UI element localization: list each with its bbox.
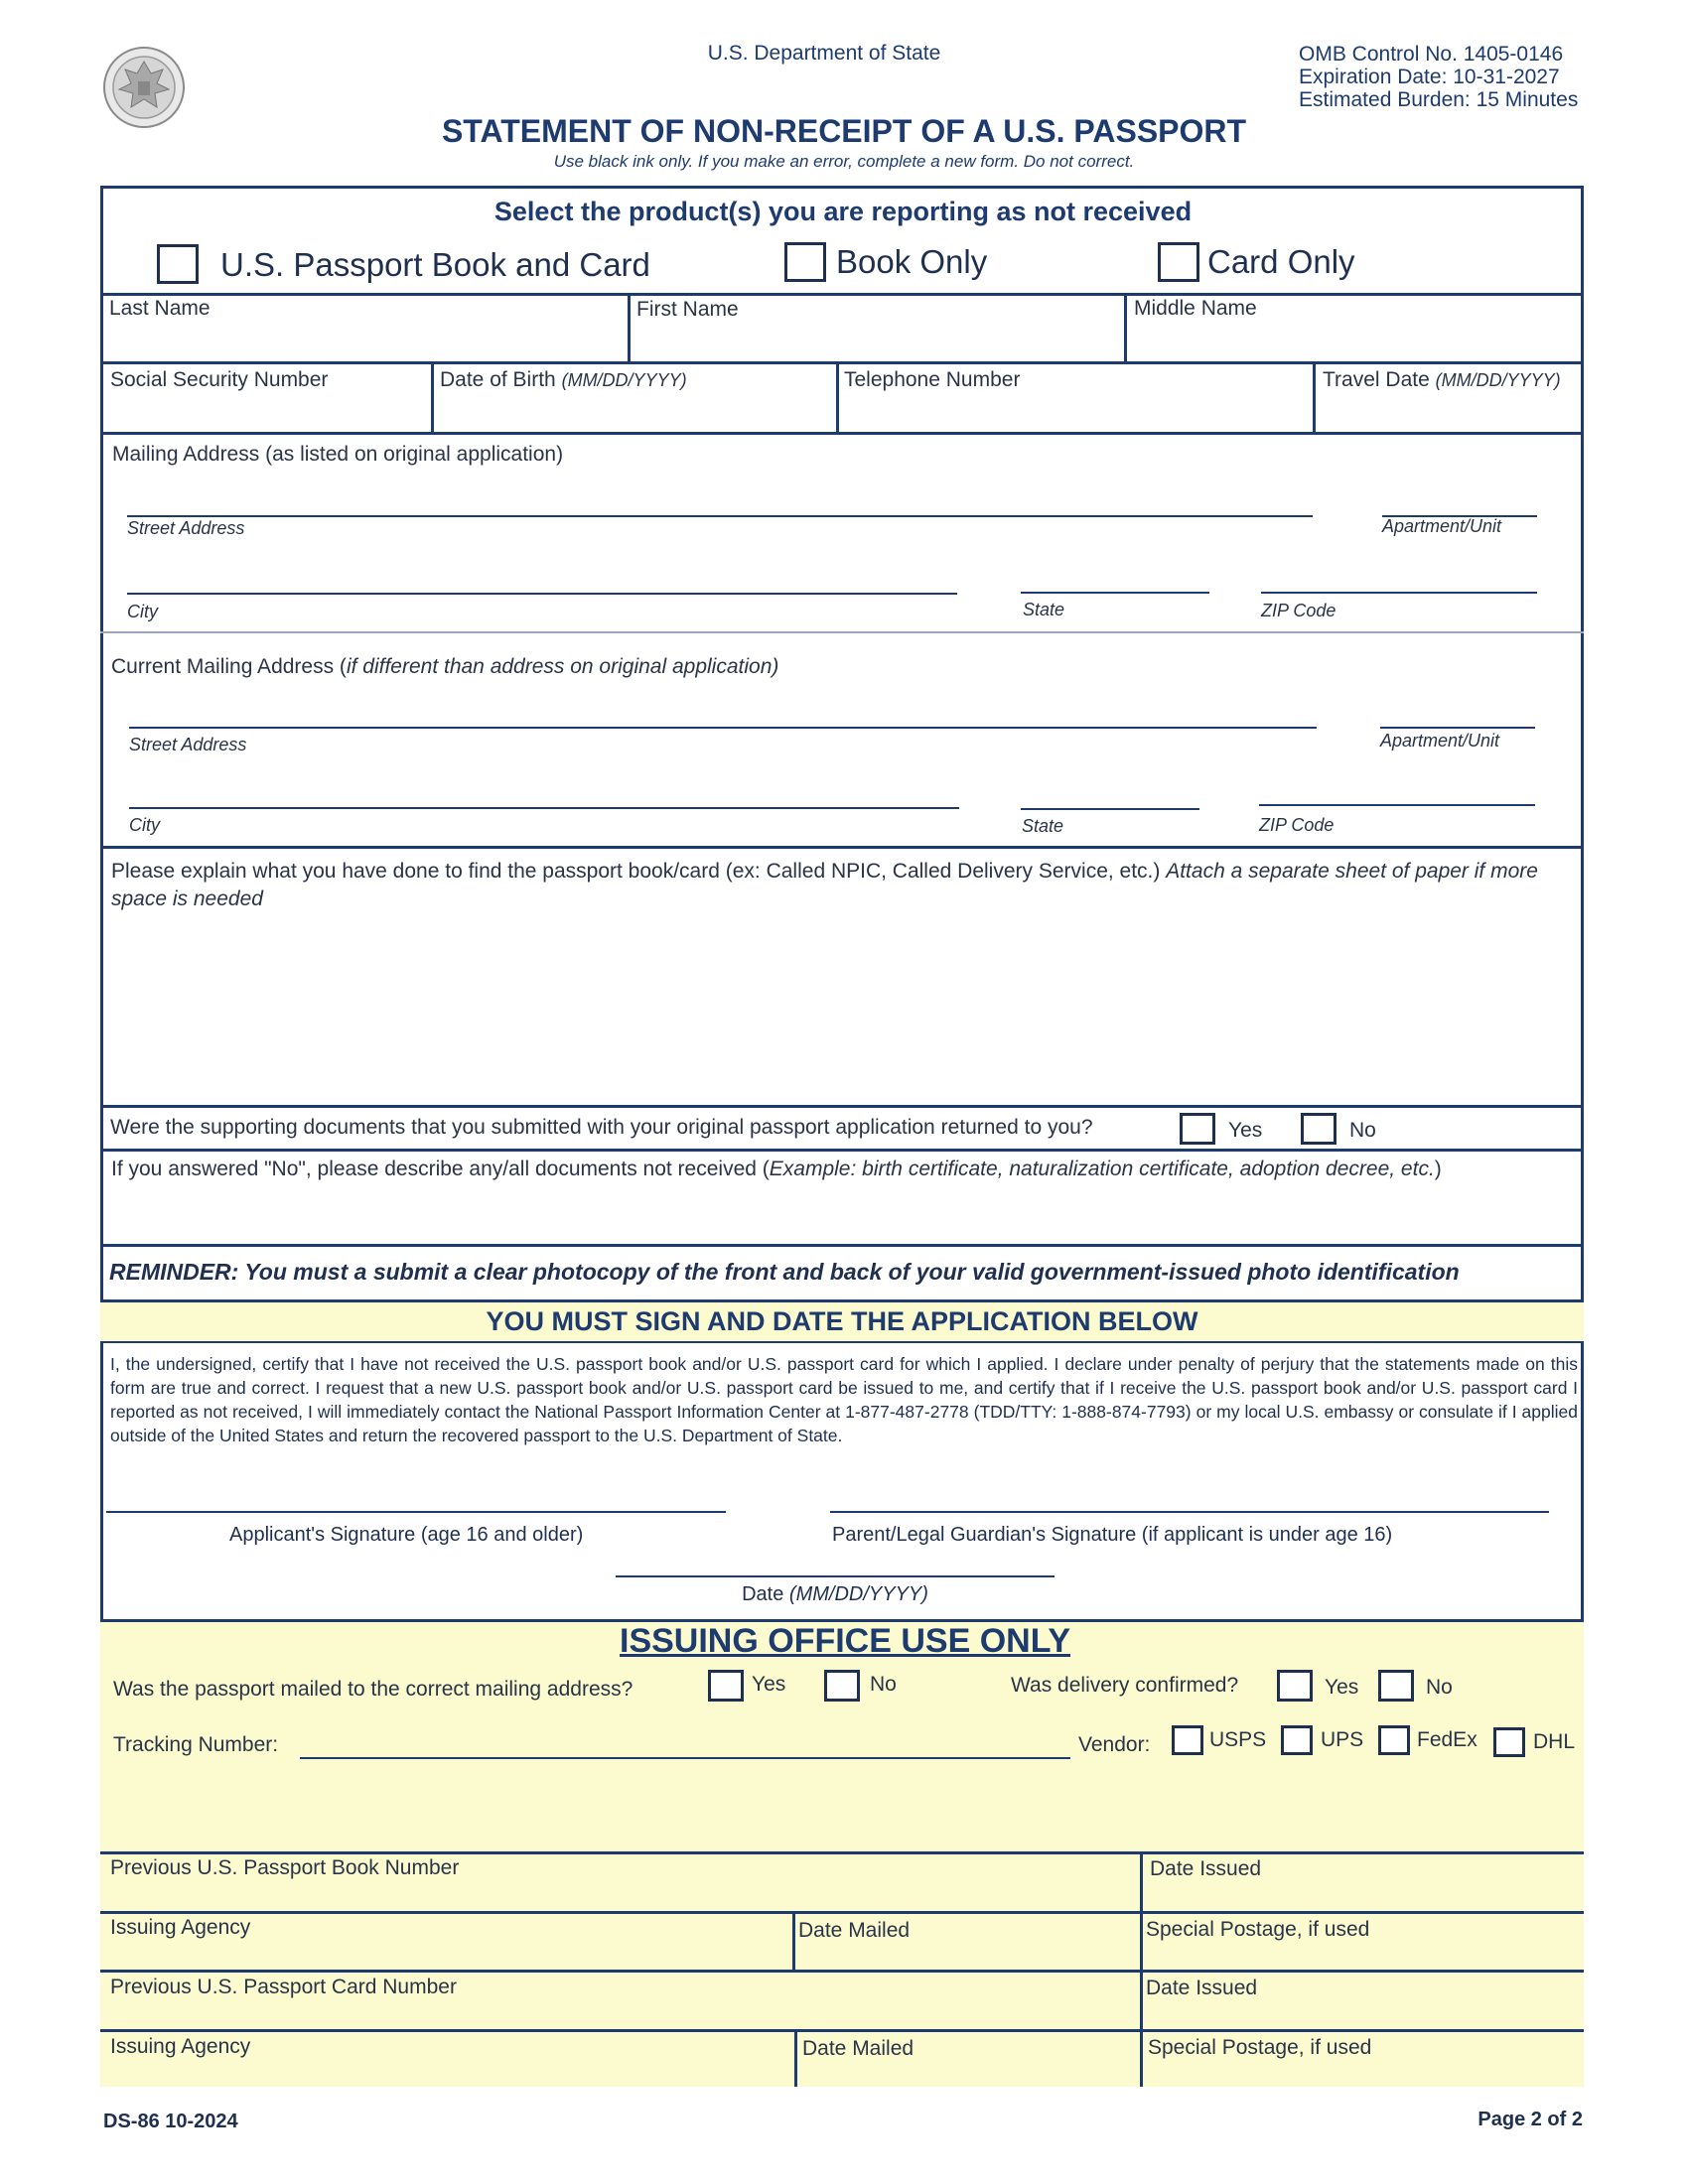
describe-text: If you answered "No", please describe any/all documents not received (	[111, 1158, 770, 1180]
card-issuing-agency-label: Issuing Agency	[110, 2035, 251, 2058]
vendor-usps-label: USPS	[1209, 1728, 1267, 1751]
rule	[100, 631, 1584, 633]
mailed-yes-label: Yes	[752, 1673, 786, 1696]
card-only-checkbox[interactable]	[1158, 242, 1199, 282]
current-apt-line	[1380, 727, 1535, 729]
rule	[100, 1970, 1584, 1973]
state-label: State	[1023, 600, 1065, 619]
rule	[100, 1851, 1584, 1854]
rule	[628, 293, 631, 362]
rule	[794, 2029, 797, 2087]
mailed-no-checkbox[interactable]	[824, 1670, 860, 1702]
book-special-postage-label: Special Postage, if used	[1146, 1918, 1370, 1941]
rule	[100, 432, 1584, 435]
rule	[100, 1149, 1584, 1152]
travel-date-format: (MM/DD/YYYY)	[1435, 370, 1561, 390]
middle-name-label: Middle Name	[1134, 297, 1257, 320]
supporting-yes-label: Yes	[1228, 1119, 1263, 1142]
form-id: DS-86 10-2024	[103, 2111, 238, 2132]
mailed-no-label: No	[870, 1673, 897, 1696]
sign-date-format: (MM/DD/YYYY)	[788, 1583, 928, 1605]
book-date-issued-label: Date Issued	[1150, 1857, 1262, 1880]
book-only-checkbox[interactable]	[784, 242, 826, 282]
delivery-no-checkbox[interactable]	[1378, 1670, 1414, 1702]
form-instructions: Use black ink only. If you make an error, complete a new form. Do not correct.	[553, 152, 1135, 171]
vendor-dhl-checkbox[interactable]	[1493, 1727, 1525, 1757]
tracking-number-line[interactable]	[300, 1757, 1070, 1759]
rule	[792, 1911, 795, 1971]
sign-heading: YOU MUST SIGN AND DATE THE APPLICATION BELOW	[486, 1306, 1198, 1336]
phone-label: Telephone Number	[844, 368, 1021, 391]
dob-text: Date of Birth	[440, 368, 556, 391]
zip-line	[1261, 592, 1537, 594]
issuing-office-heading: ISSUING OFFICE USE ONLY	[620, 1622, 1071, 1660]
card-special-postage-label: Special Postage, if used	[1148, 2036, 1372, 2059]
rule	[100, 1244, 1584, 1247]
rule	[1313, 361, 1316, 433]
city-label: City	[127, 602, 158, 621]
vendor-ups-label: UPS	[1321, 1728, 1364, 1751]
current-mailing-heading	[111, 655, 778, 679]
book-only-label: Book Only	[836, 243, 988, 280]
rule	[100, 1105, 1584, 1108]
mailing-address-heading: Mailing Address (as listed on original application)	[112, 443, 564, 466]
rule	[100, 1911, 1584, 1914]
ssn-label: Social Security Number	[110, 368, 329, 391]
estimated-burden: Estimated Burden: 15 Minutes	[1299, 88, 1579, 111]
vendor-ups-checkbox[interactable]	[1281, 1725, 1313, 1755]
delivery-confirmed-question: Was delivery confirmed?	[1011, 1674, 1239, 1697]
describe-documents	[111, 1158, 1442, 1181]
dob-format: (MM/DD/YYYY)	[561, 370, 687, 390]
reminder-label: REMINDER:	[109, 1259, 239, 1285]
supporting-no-checkbox[interactable]	[1301, 1113, 1336, 1145]
reminder-text: You must a submit a clear photocopy of the front and back of your valid government-issued photo identification	[238, 1259, 1460, 1285]
card-date-mailed-label: Date Mailed	[802, 2037, 914, 2060]
rule	[100, 2029, 1584, 2032]
current-mailing-italic: if different than address on original application)	[346, 655, 779, 678]
delivery-yes-checkbox[interactable]	[1277, 1670, 1313, 1702]
rule	[1124, 293, 1127, 362]
delivery-no-label: No	[1426, 1676, 1453, 1699]
tracking-number-label: Tracking Number:	[113, 1733, 279, 1756]
travel-date-text: Travel Date	[1323, 368, 1430, 391]
mailed-correct-question: Was the passport mailed to the correct mailing address?	[113, 1678, 633, 1701]
state-line	[1021, 592, 1209, 594]
vendor-usps-checkbox[interactable]	[1172, 1725, 1203, 1755]
book-issuing-agency-label: Issuing Agency	[110, 1916, 251, 1939]
book-and-card-label: U.S. Passport Book and Card	[220, 246, 650, 283]
card-date-issued-label: Date Issued	[1146, 1977, 1258, 1999]
apt-label: Apartment/Unit	[1382, 516, 1502, 536]
rule	[836, 361, 839, 433]
certification-text: I, the undersigned, certify that I have not received the U.S. passport book and/or U.S. passport card for which I applied. I declare under penalty of perjury that the statements made on this form are true and correct. I request that a new U.S. passport book and/or U.S. passport card be issued to me, and certify that if I receive the U.S. passport book and/or U.S. passport card I reported as not received, I will immediately contact the National Passport Information Center at 1-877-487-2778 (TDD/TTY: 1-888-874-7793) or my local U.S. embassy or consulate if I applied outside of the United States and return the recovered passport to the U.S. Department of State.	[110, 1354, 1578, 1445]
vendor-fedex-label: FedEx	[1417, 1728, 1477, 1751]
mailed-yes-checkbox[interactable]	[708, 1670, 744, 1702]
rule	[100, 846, 1584, 849]
current-state-line	[1021, 808, 1199, 810]
travel-date-label	[1323, 368, 1561, 392]
explain-main: Please explain what you have done to find the passport book/card (ex: Called NPIC, Called Delivery Service, etc.)	[111, 860, 1167, 883]
book-and-card-checkbox[interactable]	[157, 244, 199, 284]
expiration-date: Expiration Date: 10-31-2027	[1299, 66, 1560, 88]
date-line	[616, 1575, 1055, 1577]
explain-italic: Attach a separate sheet of paper if more space is needed	[111, 860, 1538, 910]
vendor-fedex-checkbox[interactable]	[1378, 1725, 1410, 1755]
describe-end: )	[1434, 1158, 1442, 1180]
current-city-line	[129, 807, 959, 809]
street-line	[127, 515, 1313, 517]
department-name: U.S. Department of State	[707, 42, 941, 65]
book-number-label: Previous U.S. Passport Book Number	[110, 1856, 460, 1879]
current-apt-label: Apartment/Unit	[1380, 731, 1500, 751]
street-label: Street Address	[127, 518, 245, 538]
current-zip-line	[1259, 804, 1535, 806]
page-number: Page 2 of 2	[1477, 2109, 1583, 2130]
reminder	[109, 1259, 1460, 1286]
current-city-label: City	[129, 815, 160, 835]
applicant-signature-label: Applicant's Signature (age 16 and older)	[229, 1524, 584, 1546]
current-mailing-text: Current Mailing Address (	[111, 655, 347, 678]
current-zip-label: ZIP Code	[1259, 815, 1335, 835]
rule	[100, 293, 1584, 296]
last-name-label: Last Name	[109, 297, 211, 320]
seal-icon	[99, 44, 189, 131]
products-heading: Select the product(s) you are reporting as not received	[493, 197, 1193, 226]
current-street-label: Street Address	[129, 735, 247, 754]
vendor-label: Vendor:	[1078, 1733, 1151, 1756]
sign-date-text: Date	[742, 1583, 789, 1605]
rule	[100, 361, 1584, 364]
sign-date-label	[616, 1583, 1055, 1606]
card-only-label: Card Only	[1207, 243, 1355, 280]
explain-text	[111, 858, 1571, 913]
form-title: STATEMENT OF NON-RECEIPT OF A U.S. PASSPORT	[441, 113, 1247, 149]
omb-control: OMB Control No. 1405-0146	[1299, 43, 1564, 66]
city-line	[127, 593, 957, 595]
first-name-label: First Name	[636, 298, 739, 321]
supporting-question: Were the supporting documents that you submitted with your original passport application returned to you?	[110, 1116, 1093, 1139]
rule	[1140, 1851, 1143, 2087]
supporting-yes-checkbox[interactable]	[1180, 1113, 1215, 1145]
vendor-dhl-label: DHL	[1533, 1730, 1576, 1753]
omb-block	[1299, 43, 1578, 111]
describe-italic: Example: birth certificate, naturalization certificate, adoption decree, etc.	[769, 1158, 1435, 1180]
card-number-label: Previous U.S. Passport Card Number	[110, 1976, 457, 1998]
supporting-no-label: No	[1349, 1119, 1376, 1142]
zip-label: ZIP Code	[1261, 601, 1336, 620]
applicant-signature-line	[106, 1511, 726, 1513]
current-state-label: State	[1022, 816, 1064, 836]
delivery-yes-label: Yes	[1325, 1676, 1359, 1699]
guardian-signature-line	[830, 1511, 1549, 1513]
guardian-signature-label: Parent/Legal Guardian's Signature (if applicant is under age 16)	[832, 1524, 1393, 1546]
current-street-line	[129, 727, 1317, 729]
rule	[431, 361, 434, 433]
dob-label	[440, 368, 687, 392]
book-date-mailed-label: Date Mailed	[798, 1919, 911, 1942]
